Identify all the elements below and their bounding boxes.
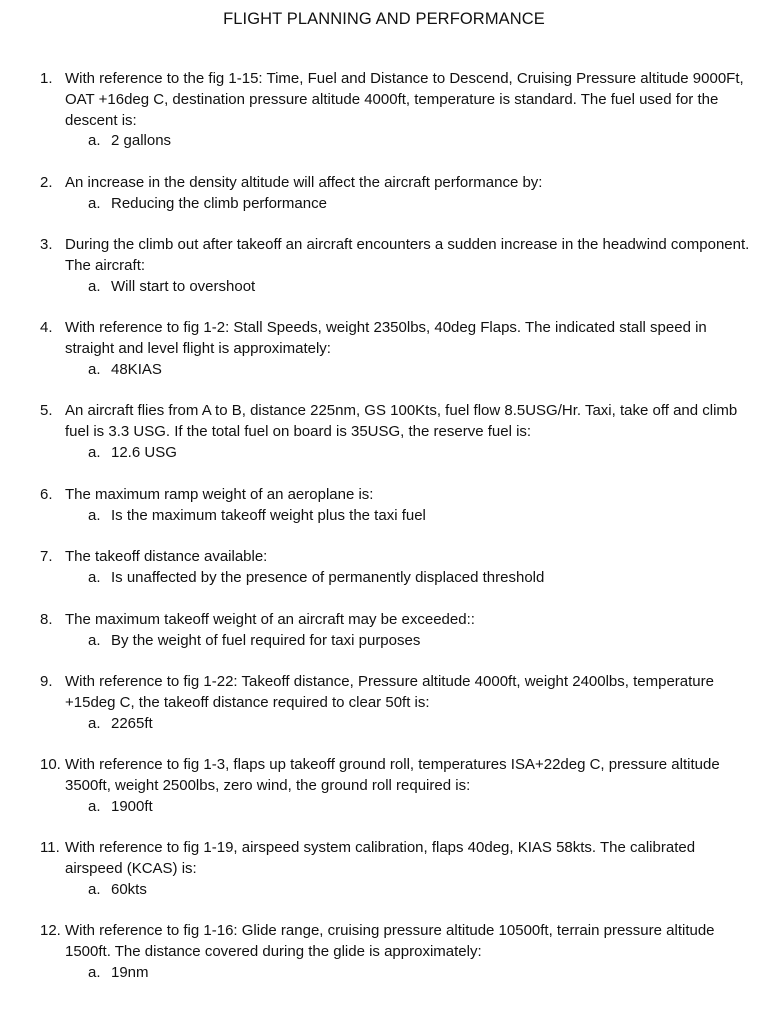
answer-label: a. [88,963,101,981]
answer-text: 1900ft [111,797,153,815]
answer [88,797,752,818]
question-5 [40,401,752,463]
question-7 [40,547,752,589]
question-text: With reference to fig 1-16: Glide range, cruising pressure altitude 10500ft, terrain pressure altitude 1500ft. The distance covered during the glide is approximately: [65,922,715,960]
question-text: During the climb out after takeoff an aircraft encounters a sudden increase in the headwind component. The aircraft: [65,236,750,274]
answer-label: a. [88,880,101,898]
answer [88,194,752,215]
answer-label: a. [88,568,101,586]
answer [88,631,752,652]
page-title: FLIGHT PLANNING AND PERFORMANCE [223,10,545,28]
question-text: The takeoff distance available: [65,548,268,565]
question-number: 7. [40,548,53,565]
answer-label: a. [88,443,101,461]
question-12 [40,921,752,983]
question-number: 6. [40,486,53,503]
answer [88,443,752,464]
question-number: 11. [40,839,60,856]
answer-text: Is unaffected by the presence of permanently displaced threshold [111,568,545,586]
answer-label: a. [88,631,101,649]
answer [88,360,752,381]
answer-label: a. [88,277,101,295]
question-text: With reference to fig 1-19, airspeed system calibration, flaps 40deg, KIAS 58kts. The calibrated airspeed (KCAS) is: [65,839,696,877]
question-number: 10. [40,756,61,773]
answer-text: 2 gallons [111,132,172,150]
answer-label: a. [88,194,101,212]
question-number: 8. [40,611,53,628]
question-10 [40,755,752,817]
answer-text: 12.6 USG [111,443,177,461]
answer [88,714,752,735]
answer-text: Will start to overshoot [111,277,256,295]
question-8 [40,610,752,652]
answer [88,506,752,527]
question-3 [40,235,752,297]
answer-label: a. [88,132,101,150]
answer-label: a. [88,714,101,732]
question-text: With reference to the fig 1-15: Time, Fuel and Distance to Descend, Cruising Pressure altitude 9000Ft, OAT +16deg C, destination pressure altitude 4000ft, temperature is standard. The fuel used for the descent is: [65,70,744,129]
question-number: 4. [40,319,53,336]
question-text: An aircraft flies from A to B, distance 225nm, GS 100Kts, fuel flow 8.5USG/Hr. Taxi, take off and climb fuel is 3.3 USG. If the total fuel on board is 35USG, the reserve fuel is: [65,402,738,440]
answer-label: a. [88,506,101,524]
question-number: 2. [40,174,53,191]
answer-text: 19nm [111,963,149,981]
answer [88,963,752,984]
question-9 [40,672,752,734]
question-number: 3. [40,236,53,253]
answer-text: Reducing the climb performance [111,194,327,212]
question-6 [40,485,752,527]
question-4 [40,318,752,380]
question-number: 12. [40,922,61,939]
answer-text: By the weight of fuel required for taxi purposes [111,631,421,649]
answer-label: a. [88,797,101,815]
answer-label: a. [88,360,101,378]
question-number: 5. [40,402,53,419]
question-text: The maximum takeoff weight of an aircraft may be exceeded:: [65,611,475,628]
answer [88,880,752,901]
question-text: With reference to fig 1-22: Takeoff distance, Pressure altitude 4000ft, weight 2400lbs, temperature +15deg C, the takeoff distance required to clear 50ft is: [65,673,714,711]
question-number: 9. [40,673,53,690]
answer-text: 60kts [111,880,147,898]
question-2 [40,173,752,215]
answer-text: 48KIAS [111,360,162,378]
answer [88,131,752,152]
answer [88,277,752,298]
question-number: 1. [40,70,53,87]
question-11 [40,838,752,900]
question-text: An increase in the density altitude will affect the aircraft performance by: [65,174,543,191]
answer-text: Is the maximum takeoff weight plus the taxi fuel [111,506,426,524]
question-text: The maximum ramp weight of an aeroplane is: [65,486,374,503]
question-1 [40,69,752,152]
question-text: With reference to fig 1-2: Stall Speeds, weight 2350lbs, 40deg Flaps. The indicated stall speed in straight and level flight is approximately: [65,319,707,357]
answer [88,568,752,589]
question-text: With reference to fig 1-3, flaps up takeoff ground roll, temperatures ISA+22deg C, pressure altitude 3500ft, weight 2500lbs, zero wind, the ground roll required is: [65,756,720,794]
answer-text: 2265ft [111,714,153,732]
